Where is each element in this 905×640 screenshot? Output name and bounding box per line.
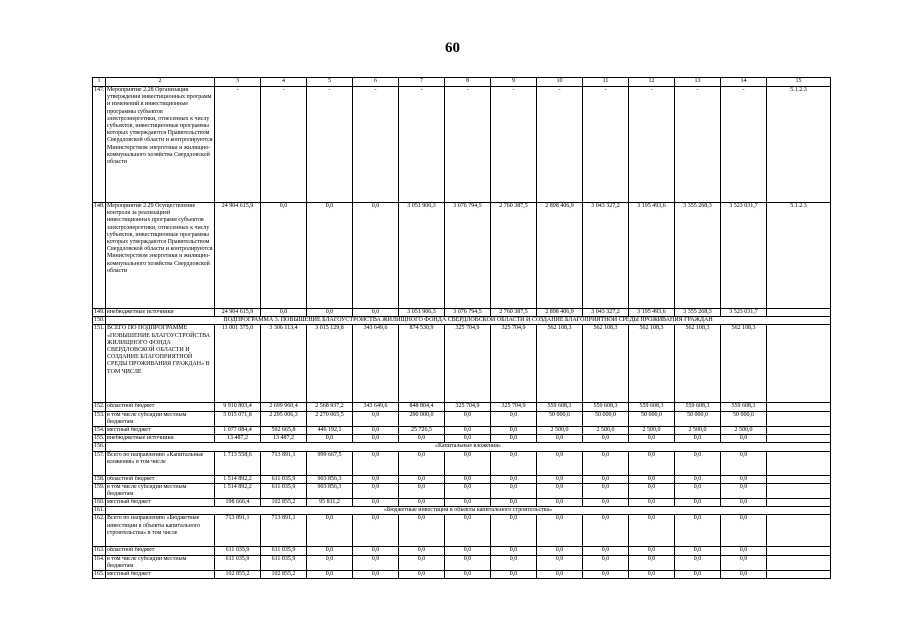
value-cell: 0,0 bbox=[353, 451, 399, 475]
value-cell: 0,0 bbox=[491, 426, 537, 434]
value-cell: 3 523 031,7 bbox=[721, 309, 767, 317]
row-name-cell: Мероприятие 2.28 Организация утверждения инвестиционных программ и изменений в инвестиционные программы субъектов электроэнергетики, отнесенных к числу субъектов, инвестиционные программы которых утверждаются Правительством Свердловской области и контролируются Министерством энергетики и жилищно-коммунального хозяйства Свердловской области bbox=[106, 87, 215, 203]
target-number-cell bbox=[767, 403, 831, 411]
value-cell: 0,0 bbox=[721, 515, 767, 547]
target-number-cell bbox=[767, 547, 831, 555]
value-cell: - bbox=[491, 87, 537, 203]
value-cell: 2 898 406,9 bbox=[537, 309, 583, 317]
value-cell: 0,0 bbox=[629, 435, 675, 443]
value-cell: 0,0 bbox=[721, 547, 767, 555]
value-cell: 0,0 bbox=[445, 435, 491, 443]
value-cell: 0,0 bbox=[583, 499, 629, 507]
value-cell: 0,0 bbox=[583, 571, 629, 579]
table-row bbox=[93, 443, 831, 451]
value-cell: 592 665,8 bbox=[261, 426, 307, 434]
value-cell: 0,0 bbox=[491, 475, 537, 483]
row-number-cell: 161. bbox=[94, 507, 105, 514]
value-cell: 0,0 bbox=[445, 499, 491, 507]
value-cell: 559 608,3 bbox=[721, 403, 767, 411]
value-cell: 562 108,3 bbox=[629, 325, 675, 403]
column-number-cell: 2 bbox=[106, 78, 215, 87]
value-cell: 1 514 892,2 bbox=[215, 475, 261, 483]
target-number-cell bbox=[767, 499, 831, 507]
value-cell: 2 295 006,3 bbox=[261, 411, 307, 426]
value-cell: 0,0 bbox=[537, 435, 583, 443]
value-cell: 0,0 bbox=[537, 515, 583, 547]
value-cell: 2 500,0 bbox=[629, 426, 675, 434]
value-cell: 0,0 bbox=[629, 451, 675, 475]
row-number-cell: 158. bbox=[94, 475, 105, 482]
value-cell: 0,0 bbox=[353, 571, 399, 579]
value-cell: 0,0 bbox=[491, 483, 537, 498]
table-row bbox=[93, 451, 831, 475]
value-cell: 24 904 615,9 bbox=[215, 309, 261, 317]
target-number-cell bbox=[767, 515, 831, 547]
page-number: 60 bbox=[445, 40, 460, 56]
value-cell: 903 856,3 bbox=[307, 483, 353, 498]
target-number-cell bbox=[767, 571, 831, 579]
value-cell: 2 500,0 bbox=[675, 426, 721, 434]
row-name-cell: местный бюджет bbox=[106, 571, 215, 579]
value-cell: 0,0 bbox=[537, 571, 583, 579]
value-cell: 2 270 065,5 bbox=[307, 411, 353, 426]
value-cell: 3 015 129,8 bbox=[307, 325, 353, 403]
value-cell: 2 898 406,9 bbox=[537, 203, 583, 309]
value-cell: 0,0 bbox=[353, 547, 399, 555]
value-cell: 3 306 113,4 bbox=[261, 325, 307, 403]
column-number-cell: 11 bbox=[583, 78, 629, 87]
value-cell: 3 195 493,6 bbox=[629, 203, 675, 309]
value-cell: 0,0 bbox=[583, 475, 629, 483]
value-cell: 0,0 bbox=[675, 571, 721, 579]
value-cell: 102 855,2 bbox=[261, 571, 307, 579]
column-number-cell: 4 bbox=[261, 78, 307, 87]
value-cell: 0,0 bbox=[261, 309, 307, 317]
value-cell: 559 608,3 bbox=[629, 403, 675, 411]
value-cell: 0,0 bbox=[307, 203, 353, 309]
value-cell: 0,0 bbox=[675, 475, 721, 483]
value-cell: - bbox=[445, 87, 491, 203]
value-cell: 0,0 bbox=[629, 475, 675, 483]
table-row bbox=[93, 325, 831, 403]
row-number-cell: 149. bbox=[94, 309, 105, 315]
value-cell: 559 608,3 bbox=[537, 403, 583, 411]
value-cell: 0,0 bbox=[629, 547, 675, 555]
value-cell: 102 855,2 bbox=[215, 571, 261, 579]
value-cell: 0,0 bbox=[629, 555, 675, 570]
value-cell: 325 704,9 bbox=[445, 403, 491, 411]
value-cell: 325 704,9 bbox=[491, 403, 537, 411]
value-cell: 2 760 387,5 bbox=[491, 203, 537, 309]
row-number-cell: 153. bbox=[93, 411, 106, 426]
value-cell: 0,0 bbox=[353, 411, 399, 426]
value-cell: 0,0 bbox=[399, 483, 445, 498]
table-row bbox=[93, 411, 831, 426]
column-number-cell: 10 bbox=[537, 78, 583, 87]
value-cell: 3 051 906,3 bbox=[399, 309, 445, 317]
target-number-cell bbox=[767, 435, 831, 443]
row-number-cell: 148. bbox=[93, 203, 106, 309]
value-cell: 0,0 bbox=[307, 515, 353, 547]
value-cell: 0,0 bbox=[583, 555, 629, 570]
table-row bbox=[93, 475, 831, 483]
value-cell: 0,0 bbox=[307, 309, 353, 317]
value-cell: 24 904 615,9 bbox=[215, 203, 261, 309]
value-cell: 0,0 bbox=[491, 435, 537, 443]
value-cell: - bbox=[215, 87, 261, 203]
value-cell: 0,0 bbox=[583, 515, 629, 547]
value-cell: 0,0 bbox=[491, 411, 537, 426]
value-cell: 0,0 bbox=[353, 555, 399, 570]
value-cell: 0,0 bbox=[675, 451, 721, 475]
value-cell: 0,0 bbox=[353, 426, 399, 434]
column-number-cell: 9 bbox=[491, 78, 537, 87]
value-cell: - bbox=[675, 87, 721, 203]
row-name-cell: Всего по направлению «Бюджетные инвестиции в объекты капитального строительства» в том числе bbox=[106, 515, 215, 547]
row-number-cell: 162. bbox=[93, 515, 106, 547]
value-cell: 3 523 031,7 bbox=[721, 203, 767, 309]
target-number-cell bbox=[767, 451, 831, 475]
value-cell: 1 514 892,2 bbox=[215, 483, 261, 498]
value-cell: 0,0 bbox=[491, 451, 537, 475]
value-cell: 713 891,1 bbox=[261, 451, 307, 475]
value-cell: 3 043 327,2 bbox=[583, 203, 629, 309]
column-number-cell: 1 bbox=[93, 78, 106, 87]
value-cell: 102 855,2 bbox=[261, 499, 307, 507]
table-row bbox=[93, 203, 831, 309]
value-cell: 198 666,4 bbox=[215, 499, 261, 507]
value-cell: 0,0 bbox=[675, 499, 721, 507]
row-name-cell: в том числе субсидии местным бюджетам bbox=[106, 411, 215, 426]
value-cell: 3 076 794,5 bbox=[445, 309, 491, 317]
value-cell: 0,0 bbox=[353, 515, 399, 547]
target-number-cell bbox=[767, 426, 831, 434]
row-number-cell: 160. bbox=[94, 499, 105, 506]
value-cell: - bbox=[583, 87, 629, 203]
value-cell: 0,0 bbox=[399, 515, 445, 547]
value-cell: 3 076 794,5 bbox=[445, 203, 491, 309]
value-cell: 1 077 084,4 bbox=[215, 426, 261, 434]
table-row bbox=[93, 87, 831, 203]
value-cell: 11 001 375,0 bbox=[215, 325, 261, 403]
value-cell: 0,0 bbox=[721, 499, 767, 507]
value-cell: 95 811,2 bbox=[307, 499, 353, 507]
row-number-cell: 157. bbox=[93, 451, 106, 475]
value-cell: 611 035,9 bbox=[215, 555, 261, 570]
value-cell: 0,0 bbox=[491, 547, 537, 555]
value-cell: - bbox=[629, 87, 675, 203]
table-row bbox=[93, 483, 831, 498]
row-name-cell: местный бюджет bbox=[106, 499, 215, 507]
row-name-cell: ВСЕГО ПО ПОДПРОГРАММЕ «ПОВЫШЕНИЕ БЛАГОУСТРОЙСТВА ЖИЛИЩНОГО ФОНДА СВЕРДЛОВСКОЙ ОБЛАСТИ И СОЗДАНИЕ БЛАГОПРИЯТНОЙ СРЕДЫ ПРОЖИВАНИЯ ГРАЖДАН» В ТОМ ЧИСЛЕ bbox=[106, 325, 215, 403]
value-cell: 611 035,9 bbox=[261, 475, 307, 483]
value-cell: 325 704,9 bbox=[445, 325, 491, 403]
value-cell: 3 195 493,6 bbox=[629, 309, 675, 317]
value-cell: 0,0 bbox=[721, 555, 767, 570]
value-cell: 290 000,0 bbox=[399, 411, 445, 426]
value-cell: 611 035,9 bbox=[261, 547, 307, 555]
value-cell: 0,0 bbox=[675, 547, 721, 555]
value-cell: 0,0 bbox=[537, 555, 583, 570]
value-cell: 562 108,3 bbox=[537, 325, 583, 403]
value-cell: 0,0 bbox=[721, 475, 767, 483]
column-number-header-row bbox=[93, 78, 831, 87]
value-cell: 0,0 bbox=[399, 499, 445, 507]
row-number-cell: 151. bbox=[93, 325, 106, 403]
value-cell: 559 608,3 bbox=[583, 403, 629, 411]
value-cell: - bbox=[307, 87, 353, 203]
value-cell: 562 108,3 bbox=[583, 325, 629, 403]
row-number-cell: 156. bbox=[94, 443, 105, 450]
value-cell: 13 487,2 bbox=[215, 435, 261, 443]
target-number-cell bbox=[767, 475, 831, 483]
value-cell: 0,0 bbox=[721, 571, 767, 579]
value-cell: 0,0 bbox=[399, 571, 445, 579]
table-row bbox=[93, 515, 831, 547]
value-cell: - bbox=[261, 87, 307, 203]
value-cell: 0,0 bbox=[675, 435, 721, 443]
value-cell: 0,0 bbox=[629, 499, 675, 507]
target-number-cell: 5.1.2.3 bbox=[767, 87, 831, 203]
value-cell: 25 726,5 bbox=[399, 426, 445, 434]
value-cell: 713 891,1 bbox=[215, 515, 261, 547]
value-cell: 50 000,0 bbox=[675, 411, 721, 426]
column-number-cell: 8 bbox=[445, 78, 491, 87]
table-row bbox=[93, 435, 831, 443]
table-row bbox=[93, 499, 831, 507]
column-number-cell: 12 bbox=[629, 78, 675, 87]
section-title-cell: «Бюджетные инвестиции в объекты капитального строительства» bbox=[106, 507, 831, 515]
value-cell: 0,0 bbox=[583, 435, 629, 443]
target-number-cell: 5.1.2.3 bbox=[767, 203, 831, 309]
value-cell: 0,0 bbox=[583, 483, 629, 498]
target-number-cell bbox=[767, 325, 831, 403]
value-cell: 0,0 bbox=[353, 475, 399, 483]
value-cell: 0,0 bbox=[399, 475, 445, 483]
row-name-cell: областной бюджет bbox=[106, 475, 215, 483]
value-cell: 0,0 bbox=[675, 555, 721, 570]
table-row bbox=[93, 309, 831, 317]
table-row bbox=[93, 507, 831, 515]
value-cell: 562 108,3 bbox=[675, 325, 721, 403]
value-cell: 0,0 bbox=[307, 555, 353, 570]
value-cell: 0,0 bbox=[445, 483, 491, 498]
row-number-cell: 163. bbox=[94, 547, 105, 554]
value-cell: 0,0 bbox=[491, 499, 537, 507]
value-cell: 343 649,6 bbox=[353, 325, 399, 403]
value-cell: 0,0 bbox=[307, 571, 353, 579]
value-cell: 0,0 bbox=[445, 411, 491, 426]
table-row bbox=[93, 547, 831, 555]
row-number-cell: 164. bbox=[93, 555, 106, 570]
section-title-cell: «Капитальные вложения» bbox=[106, 443, 831, 451]
value-cell: 2 568 937,2 bbox=[307, 403, 353, 411]
value-cell: 611 035,9 bbox=[261, 555, 307, 570]
row-number-cell: 147. bbox=[93, 87, 106, 203]
value-cell: 0,0 bbox=[445, 571, 491, 579]
value-cell: 0,0 bbox=[491, 555, 537, 570]
value-cell: 0,0 bbox=[537, 547, 583, 555]
value-cell: 0,0 bbox=[445, 451, 491, 475]
row-name-cell: в том числе субсидии местным бюджетам bbox=[106, 555, 215, 570]
value-cell: 0,0 bbox=[353, 435, 399, 443]
row-number-cell: 150. bbox=[94, 317, 105, 324]
value-cell: 0,0 bbox=[353, 499, 399, 507]
value-cell: 2 699 960,4 bbox=[261, 403, 307, 411]
value-cell: 562 108,3 bbox=[721, 325, 767, 403]
row-name-cell: Мероприятие 2.29 Осуществление контроля за реализацией инвестиционных программ субъектов электроэнергетики, отнесенных к числу субъектов, инвестиционные программы которых утверждаются Правительством Свердловской области и контролируются Министерством энергетики и жилищно-коммунального хозяйства Свердловской области bbox=[106, 203, 215, 309]
value-cell: 0,0 bbox=[445, 555, 491, 570]
value-cell: - bbox=[399, 87, 445, 203]
value-cell: 0,0 bbox=[583, 451, 629, 475]
value-cell: 0,0 bbox=[721, 483, 767, 498]
value-cell: 0,0 bbox=[491, 571, 537, 579]
row-name-cell: в том числе субсидии местным бюджетам bbox=[106, 483, 215, 498]
budget-table bbox=[92, 77, 831, 579]
value-cell: 2 500,0 bbox=[537, 426, 583, 434]
row-number-cell: 159. bbox=[93, 483, 106, 498]
table-row bbox=[93, 317, 831, 325]
value-cell: 2 760 387,5 bbox=[491, 309, 537, 317]
value-cell: 0,0 bbox=[307, 547, 353, 555]
column-number-cell: 5 bbox=[307, 78, 353, 87]
value-cell: 611 035,9 bbox=[215, 547, 261, 555]
value-cell: 0,0 bbox=[675, 483, 721, 498]
value-cell: 9 910 803,4 bbox=[215, 403, 261, 411]
value-cell: 0,0 bbox=[629, 571, 675, 579]
value-cell: 3 355 268,3 bbox=[675, 203, 721, 309]
value-cell: 13 487,2 bbox=[261, 435, 307, 443]
row-name-cell: внебюджетные источники bbox=[106, 309, 215, 317]
section-title-cell: ПОДПРОГРАММА 3. ПОВЫШЕНИЕ БЛАГОУСТРОЙСТВА ЖИЛИЩНОГО ФОНДА СВЕРДЛОВСКОЙ ОБЛАСТИ И СОЗДАНИЕ БЛАГОПРИЯТНОЙ СРЕДЫ ПРОЖИВАНИЯ ГРАЖДАН bbox=[106, 317, 831, 325]
value-cell: 0,0 bbox=[537, 451, 583, 475]
value-cell: 999 667,5 bbox=[307, 451, 353, 475]
value-cell: 0,0 bbox=[491, 515, 537, 547]
value-cell: 0,0 bbox=[675, 515, 721, 547]
value-cell: 0,0 bbox=[307, 435, 353, 443]
column-number-cell: 14 bbox=[721, 78, 767, 87]
value-cell: - bbox=[353, 87, 399, 203]
value-cell: 713 891,1 bbox=[261, 515, 307, 547]
value-cell: 0,0 bbox=[445, 515, 491, 547]
value-cell: 1 713 558,6 bbox=[215, 451, 261, 475]
row-name-cell: областной бюджет bbox=[106, 547, 215, 555]
value-cell: 5 015 071,8 bbox=[215, 411, 261, 426]
target-number-cell bbox=[767, 309, 831, 317]
value-cell: 325 704,9 bbox=[491, 325, 537, 403]
value-cell: 848 804,4 bbox=[399, 403, 445, 411]
row-number-cell: 152. bbox=[94, 403, 105, 410]
value-cell: 2 500,0 bbox=[583, 426, 629, 434]
value-cell: 0,0 bbox=[721, 451, 767, 475]
column-number-cell: 13 bbox=[675, 78, 721, 87]
value-cell: 0,0 bbox=[261, 203, 307, 309]
value-cell: 0,0 bbox=[583, 547, 629, 555]
row-name-cell: Всего по направлению «Капитальные вложения» в том числе bbox=[106, 451, 215, 475]
value-cell: 3 043 327,2 bbox=[583, 309, 629, 317]
table-body bbox=[93, 78, 831, 579]
target-number-cell bbox=[767, 555, 831, 570]
value-cell: 446 192,1 bbox=[307, 426, 353, 434]
target-number-cell bbox=[767, 411, 831, 426]
value-cell: 0,0 bbox=[353, 309, 399, 317]
value-cell: 50 000,0 bbox=[721, 411, 767, 426]
value-cell: 0,0 bbox=[629, 483, 675, 498]
value-cell: 0,0 bbox=[445, 475, 491, 483]
row-name-cell: местный бюджет bbox=[106, 426, 215, 434]
table-row bbox=[93, 555, 831, 570]
column-number-cell: 3 bbox=[215, 78, 261, 87]
value-cell: 0,0 bbox=[537, 475, 583, 483]
value-cell: 3 355 268,3 bbox=[675, 309, 721, 317]
row-number-cell: 165. bbox=[94, 571, 105, 577]
value-cell: 0,0 bbox=[445, 426, 491, 434]
document-table-wrapper bbox=[92, 77, 831, 579]
value-cell: 559 608,3 bbox=[675, 403, 721, 411]
value-cell: 0,0 bbox=[399, 435, 445, 443]
table-row bbox=[93, 571, 831, 579]
row-number-cell: 154. bbox=[94, 426, 105, 433]
value-cell: - bbox=[721, 87, 767, 203]
table-row bbox=[93, 426, 831, 434]
value-cell: 0,0 bbox=[537, 483, 583, 498]
value-cell: 0,0 bbox=[537, 499, 583, 507]
value-cell: 611 035,9 bbox=[261, 483, 307, 498]
value-cell: 50 000,0 bbox=[537, 411, 583, 426]
table-row bbox=[93, 403, 831, 411]
value-cell: 874 530,9 bbox=[399, 325, 445, 403]
value-cell: 3 051 906,3 bbox=[399, 203, 445, 309]
value-cell: 0,0 bbox=[399, 547, 445, 555]
value-cell: 0,0 bbox=[629, 515, 675, 547]
row-number-cell: 155. bbox=[94, 435, 105, 442]
value-cell: 343 649,6 bbox=[353, 403, 399, 411]
value-cell: - bbox=[537, 87, 583, 203]
value-cell: 50 000,0 bbox=[629, 411, 675, 426]
row-name-cell: областной бюджет bbox=[106, 403, 215, 411]
value-cell: 0,0 bbox=[353, 203, 399, 309]
value-cell: 2 500,0 bbox=[721, 426, 767, 434]
value-cell: 0,0 bbox=[721, 435, 767, 443]
column-number-cell: 7 bbox=[399, 78, 445, 87]
target-number-cell bbox=[767, 483, 831, 498]
value-cell: 50 000,0 bbox=[583, 411, 629, 426]
value-cell: 903 856,3 bbox=[307, 475, 353, 483]
value-cell: 0,0 bbox=[353, 483, 399, 498]
row-name-cell: внебюджетные источники bbox=[106, 435, 215, 443]
column-number-cell: 6 bbox=[353, 78, 399, 87]
value-cell: 0,0 bbox=[399, 555, 445, 570]
value-cell: 0,0 bbox=[399, 451, 445, 475]
value-cell: 0,0 bbox=[445, 547, 491, 555]
column-number-cell: 15 bbox=[767, 78, 831, 87]
